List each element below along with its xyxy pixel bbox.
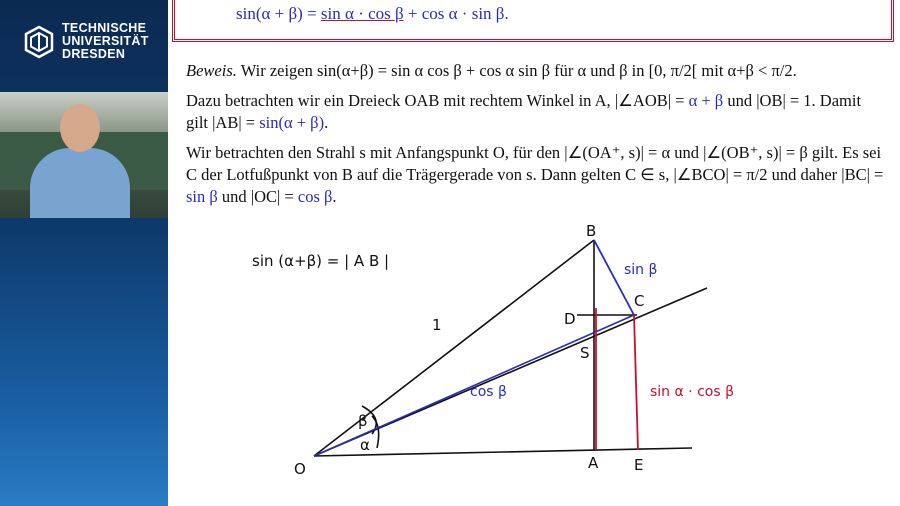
sidebar: [0, 0, 168, 506]
tud-emblem-icon: [22, 25, 56, 59]
formula-plus: +: [403, 4, 422, 23]
proof-content: [186, 60, 886, 216]
p2-c: und |OB| = 1. Damit gilt |AB| =: [186, 91, 862, 132]
p2-d: sin(α + β): [259, 113, 325, 132]
speaker-video: [0, 92, 168, 218]
speaker-head: [60, 104, 100, 152]
label-A: A: [588, 454, 599, 472]
label-beta: β: [358, 412, 368, 430]
p2-e: .: [324, 113, 329, 132]
formula-end: .: [504, 4, 509, 23]
red-line-2: [634, 315, 638, 450]
logo-line-3: DRESDEN: [62, 47, 126, 61]
handwritten-drawing: [172, 218, 900, 506]
proof-paragraph-3: [186, 142, 886, 208]
proof-label: Beweis.: [186, 61, 237, 80]
label-D: D: [564, 310, 576, 328]
label-cos-beta: cos β: [470, 384, 507, 400]
label-one: 1: [432, 316, 442, 334]
label-sin-alpha-cos-beta: sin α · cos β: [650, 384, 735, 400]
logo-line-1: TECHNISCHE: [62, 21, 147, 35]
note-sin-ab: sin (α+β) = | A B |: [252, 252, 390, 270]
p3-d: cos β: [297, 187, 333, 206]
proof-paragraph-1: [186, 60, 886, 82]
label-O: O: [294, 460, 306, 478]
p2-b: α + β: [688, 91, 724, 110]
p2-a: Dazu betrachten wir ein Dreieck OAB mit rechtem Winkel in A, |∠AOB| =: [186, 91, 689, 110]
p3-c: und |OC| =: [217, 187, 298, 206]
logo-line-2: UNIVERSITÄT: [62, 34, 149, 48]
p3-b: sin β: [186, 187, 218, 206]
proof-p1-text: Wir zeigen sin(α+β) = sin α cos β + cos α sin β für α und β in [0, π/2[ mit α+β < π/2.: [236, 61, 797, 80]
label-B: B: [586, 222, 597, 240]
proof-paragraph-2: [186, 90, 886, 134]
p3-a: Wir betrachten den Strahl s mit Anfangspunkt O, für den |∠(OA⁺, s)| = α und |∠(OB⁺, s)| = β gilt. Es sei C der Lotfußpunkt von B auf die Trägergerade von s. Dann gelten C ∈ s, |∠BCO| = π/2 und daher |BC| =: [186, 143, 884, 184]
line-OA: [314, 448, 692, 456]
formula-term2: cos α · sin β: [421, 4, 505, 23]
label-E: E: [634, 456, 644, 474]
label-C: C: [634, 292, 645, 310]
formula-lhs: sin(α + β) =: [236, 4, 321, 23]
speaker-body: [30, 148, 130, 218]
label-sin-beta: sin β: [624, 262, 658, 278]
university-logo: [22, 22, 149, 61]
formula-term1: sin α · cos β: [320, 4, 404, 23]
label-alpha: α: [360, 436, 370, 454]
line-OB: [314, 240, 594, 456]
p3-e: .: [332, 187, 337, 206]
theorem-formula: [236, 4, 509, 24]
label-S: S: [580, 344, 590, 362]
